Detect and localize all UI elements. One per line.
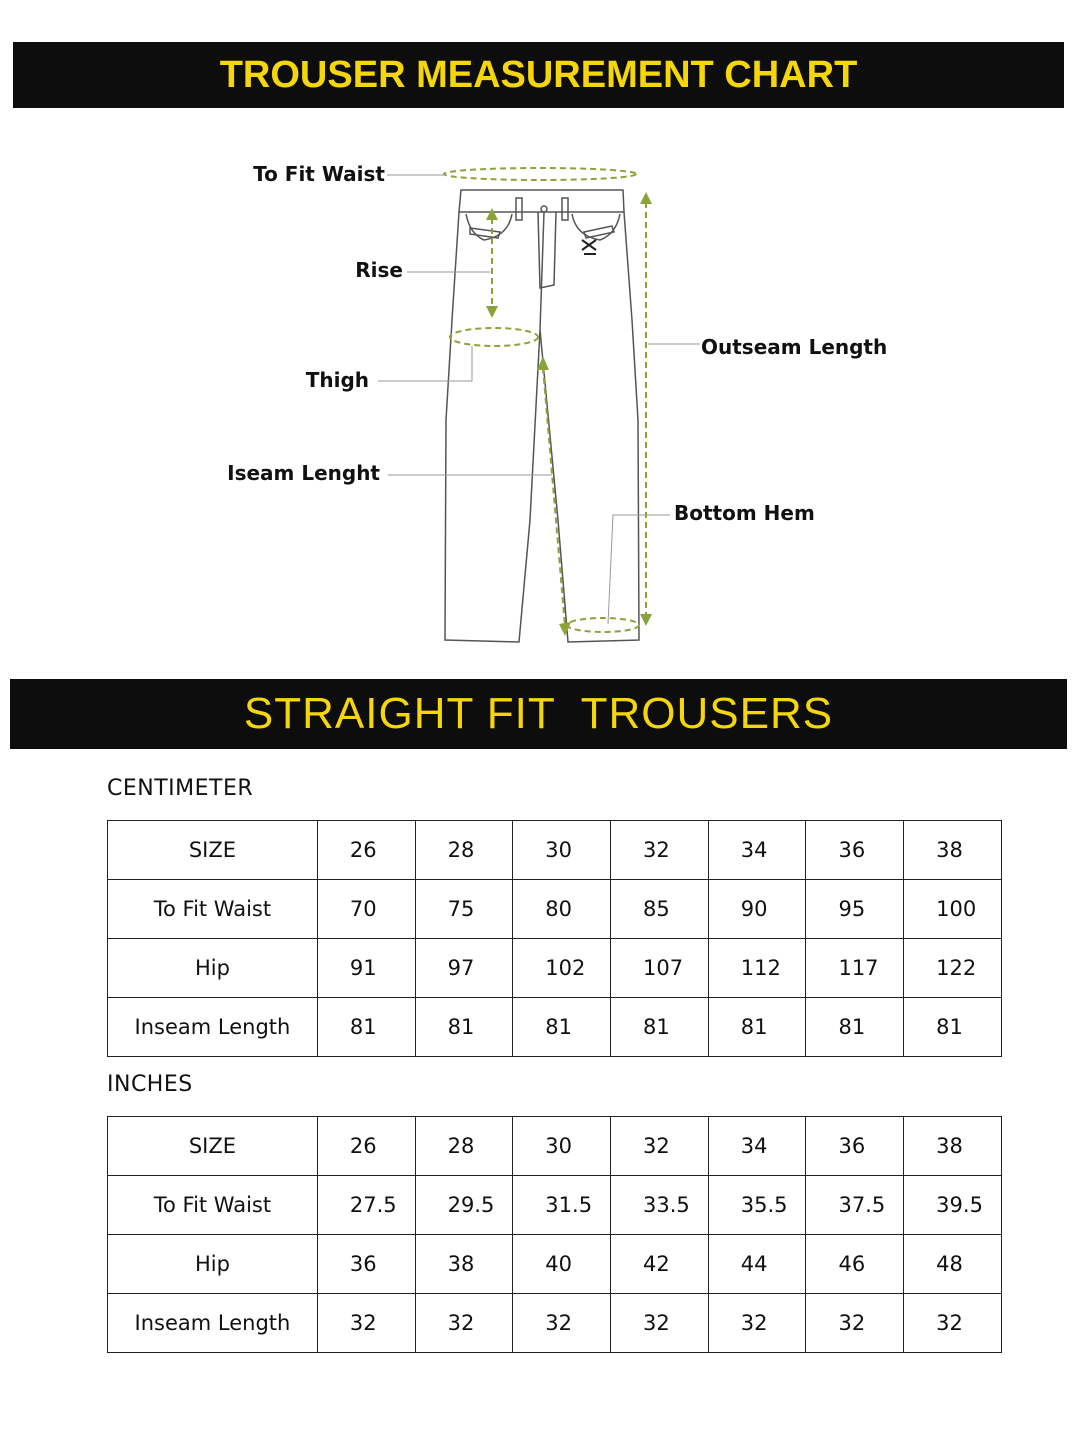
table-row <box>108 821 1002 880</box>
table-cell: 27.5 <box>317 1176 415 1235</box>
table-cell: 70 <box>317 880 415 939</box>
table-cell: 28 <box>415 821 513 880</box>
table-cell: 36 <box>806 821 904 880</box>
table-cell: 34 <box>708 1117 806 1176</box>
table-cell: 48 <box>904 1235 1002 1294</box>
row-header: Hip <box>108 939 318 998</box>
table-cell: 33.5 <box>611 1176 709 1235</box>
centimeter-label: CENTIMETER <box>107 776 254 801</box>
table-cell: 38 <box>904 821 1002 880</box>
table-cell: 81 <box>708 998 806 1057</box>
table-cell: 81 <box>611 998 709 1057</box>
centimeter-table <box>107 820 1002 1057</box>
table-cell: 117 <box>806 939 904 998</box>
table-cell: 42 <box>611 1235 709 1294</box>
table-cell: 32 <box>513 1294 611 1353</box>
table-cell: 81 <box>415 998 513 1057</box>
table-row <box>108 1176 1002 1235</box>
inseam-guide <box>543 368 565 626</box>
brand-logo-icon <box>582 240 596 254</box>
inseam-label: Iseam Lenght <box>227 461 380 485</box>
table-cell: 32 <box>904 1294 1002 1353</box>
row-header: SIZE <box>108 821 318 880</box>
table-cell: 29.5 <box>415 1176 513 1235</box>
rise-label: Rise <box>355 258 403 282</box>
table-cell: 38 <box>904 1117 1002 1176</box>
table-cell: 32 <box>708 1294 806 1353</box>
trouser-diagram <box>0 120 1080 670</box>
table-cell: 30 <box>513 1117 611 1176</box>
table-cell: 95 <box>806 880 904 939</box>
table-cell: 44 <box>708 1235 806 1294</box>
row-header: To Fit Waist <box>108 880 318 939</box>
table-cell: 32 <box>611 1294 709 1353</box>
table-cell: 34 <box>708 821 806 880</box>
table-cell: 31.5 <box>513 1176 611 1235</box>
table-row <box>108 939 1002 998</box>
table-cell: 97 <box>415 939 513 998</box>
outseam-label: Outseam Length <box>701 335 888 359</box>
measurement-guides <box>444 168 646 632</box>
chart-title-banner <box>13 42 1064 108</box>
table-cell: 26 <box>317 821 415 880</box>
table-row <box>108 1117 1002 1176</box>
inches-table <box>107 1116 1002 1353</box>
table-row <box>108 1294 1002 1353</box>
waist-label: To Fit Waist <box>253 162 385 186</box>
table-cell: 36 <box>806 1117 904 1176</box>
chart-title: TROUSER MEASUREMENT CHART <box>219 53 858 96</box>
section-title: STRAIGHT FIT TROUSERS <box>243 689 834 738</box>
hem-label: Bottom Hem <box>674 501 815 525</box>
table-cell: 107 <box>611 939 709 998</box>
table-cell: 32 <box>611 821 709 880</box>
hem-guide <box>567 618 639 632</box>
table-cell: 32 <box>806 1294 904 1353</box>
table-cell: 39.5 <box>904 1176 1002 1235</box>
table-cell: 32 <box>611 1117 709 1176</box>
row-header: SIZE <box>108 1117 318 1176</box>
row-header: Hip <box>108 1235 318 1294</box>
table-cell: 75 <box>415 880 513 939</box>
table-row <box>108 880 1002 939</box>
table-cell: 32 <box>415 1294 513 1353</box>
section-title-banner <box>10 679 1067 749</box>
table-cell: 122 <box>904 939 1002 998</box>
row-header: To Fit Waist <box>108 1176 318 1235</box>
table-cell: 81 <box>317 998 415 1057</box>
table-row <box>108 998 1002 1057</box>
table-cell: 102 <box>513 939 611 998</box>
table-cell: 91 <box>317 939 415 998</box>
table-cell: 40 <box>513 1235 611 1294</box>
table-cell: 30 <box>513 821 611 880</box>
table-cell: 26 <box>317 1117 415 1176</box>
table-cell: 90 <box>708 880 806 939</box>
table-cell: 36 <box>317 1235 415 1294</box>
table-cell: 85 <box>611 880 709 939</box>
table-cell: 28 <box>415 1117 513 1176</box>
table-cell: 37.5 <box>806 1176 904 1235</box>
thigh-label: Thigh <box>305 368 369 392</box>
table-cell: 80 <box>513 880 611 939</box>
table-cell: 112 <box>708 939 806 998</box>
table-cell: 81 <box>904 998 1002 1057</box>
table-cell: 100 <box>904 880 1002 939</box>
row-header: Inseam Length <box>108 1294 318 1353</box>
table-cell: 81 <box>806 998 904 1057</box>
table-cell: 38 <box>415 1235 513 1294</box>
table-cell: 81 <box>513 998 611 1057</box>
waist-guide <box>444 168 636 180</box>
table-row <box>108 1235 1002 1294</box>
table-cell: 46 <box>806 1235 904 1294</box>
table-cell: 32 <box>317 1294 415 1353</box>
inches-label: INCHES <box>107 1072 193 1097</box>
thigh-guide <box>450 328 538 346</box>
table-cell: 35.5 <box>708 1176 806 1235</box>
row-header: Inseam Length <box>108 998 318 1057</box>
